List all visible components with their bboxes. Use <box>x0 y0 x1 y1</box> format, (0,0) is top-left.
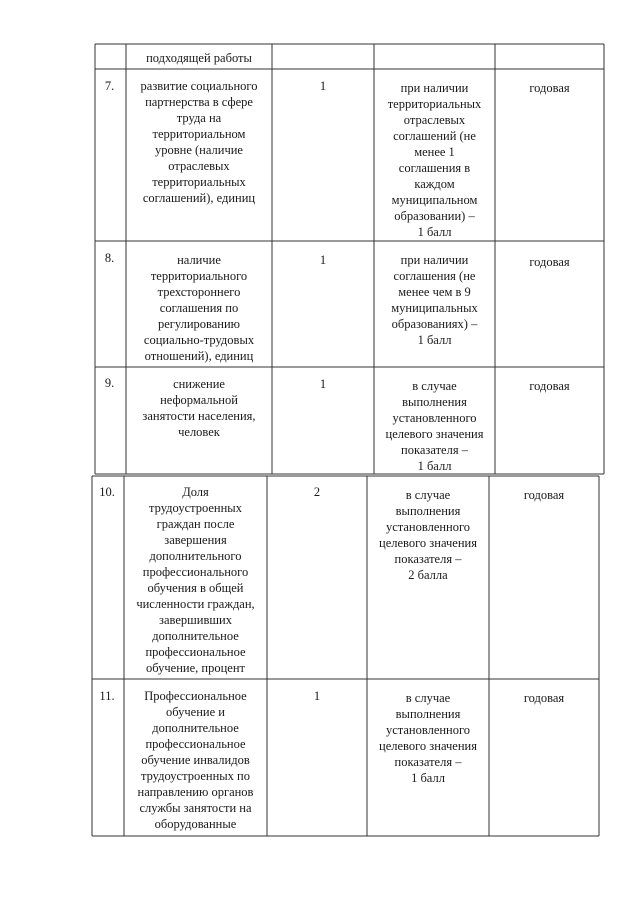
row-9-number: 9. <box>104 376 115 390</box>
row-10-number: 10. <box>99 485 115 499</box>
row-7-number: 7. <box>104 79 115 93</box>
row-7-indicator: развитие социального партнерства в сфере труда на территориальном уровне (наличие отраслевых территориальных соглашений), единиц <box>140 79 258 205</box>
row-11-points: 1 <box>313 689 321 703</box>
row-10-points: 2 <box>313 485 321 499</box>
row-8-points: 1 <box>319 253 327 267</box>
row-8-period: годовая <box>529 255 570 269</box>
row-0-indicator: подходящей работы <box>146 51 252 65</box>
row-9-indicator: снижение неформальной занятости населения, человек <box>142 377 256 439</box>
row-11-number: 11. <box>99 689 115 703</box>
row-10-indicator: Доля трудоустроенных граждан после завершения дополнительного профессионального обучения в общей численности граждан, завершивших дополнительное профессиональное обучение, процент <box>136 485 255 675</box>
row-7-period: годовая <box>529 81 570 95</box>
row-9-criteria: в случае выполнения установленного целевого значения показателя – 1 балл <box>385 379 484 473</box>
row-9-period: годовая <box>529 379 570 393</box>
row-11-indicator: Профессиональное обучение и дополнительное профессиональное обучение инвалидов трудоустроенных по направлению органов службы занятости на оборудованные <box>137 689 254 831</box>
row-11-period: годовая <box>523 691 565 705</box>
row-7-points: 1 <box>319 79 327 93</box>
row-8-number: 8. <box>104 251 115 265</box>
row-10-criteria: в случае выполнения установленного целевого значения показателя – 2 балла <box>379 488 477 582</box>
row-7-criteria: при наличии территориальных отраслевых соглашений (не менее 1 соглашения в каждом муниципальном образовании) – 1 балл <box>387 81 482 239</box>
row-8-criteria: при наличии соглашения (не менее чем в 9 муниципальных образованиях) – 1 балл <box>391 253 478 347</box>
row-11-criteria: в случае выполнения установленного целевого значения показателя – 1 балл <box>379 691 477 785</box>
row-8-indicator: наличие территориального трехстороннего соглашения по регулированию социально-трудовых отношений), единиц <box>143 253 255 363</box>
row-9-points: 1 <box>319 377 327 391</box>
row-10-period: годовая <box>523 488 565 502</box>
